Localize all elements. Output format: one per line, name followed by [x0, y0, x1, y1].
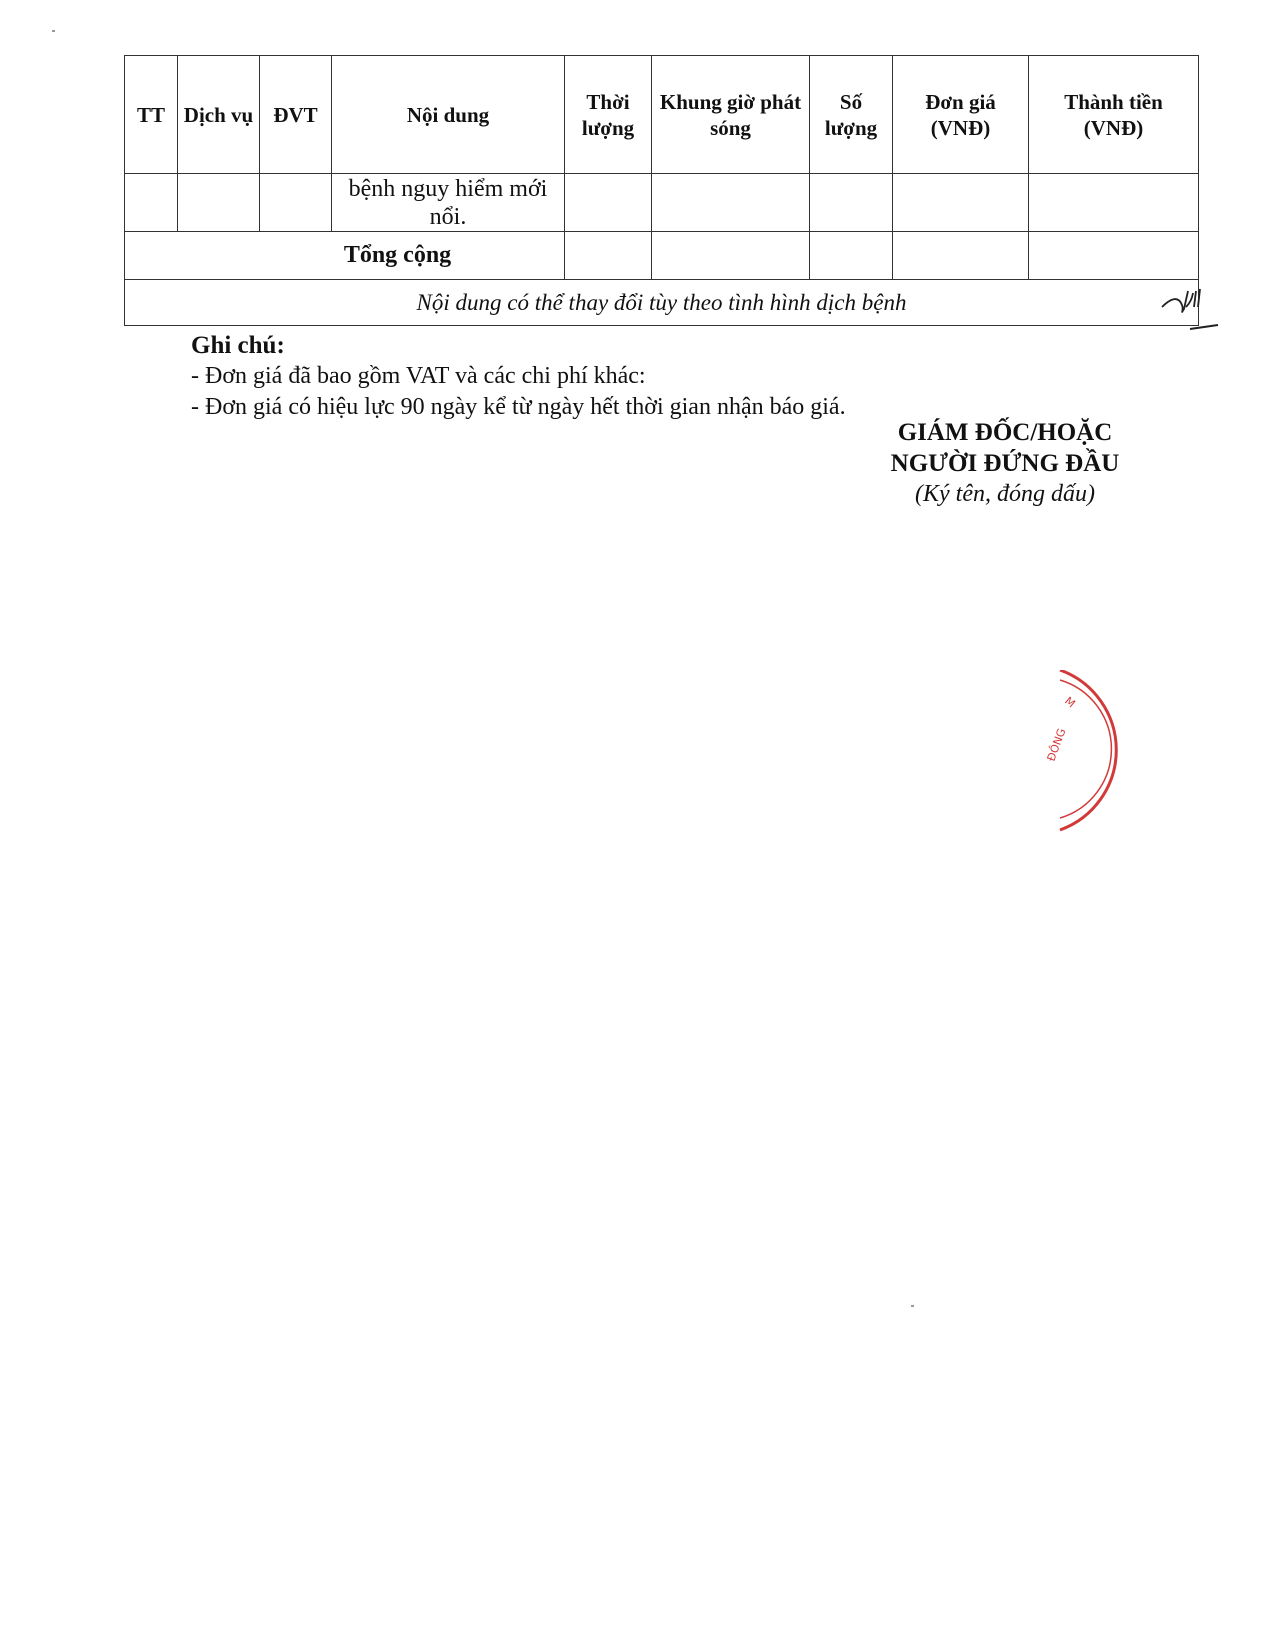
cell-unit	[260, 174, 332, 232]
cell-quantity	[810, 174, 893, 232]
header-quantity: Số lượng	[810, 56, 893, 174]
total-cell-quantity	[810, 232, 893, 280]
cell-unit-price	[893, 174, 1029, 232]
total-cell-timeslot	[652, 232, 810, 280]
scan-speck	[52, 30, 55, 32]
total-cell-amount	[1029, 232, 1199, 280]
table-header-row	[125, 56, 1199, 174]
note-item: - Đơn giá có hiệu lực 90 ngày kể từ ngày hết thời gian nhận báo giá.	[191, 394, 846, 420]
quotation-table	[124, 55, 1199, 326]
scan-speck	[911, 1305, 914, 1307]
total-cell-unit-price	[893, 232, 1029, 280]
signature-hint: (Ký tên, đóng dấu)	[915, 481, 1095, 507]
cell-amount	[1029, 174, 1199, 232]
cell-service	[178, 174, 260, 232]
total-cell-duration	[565, 232, 652, 280]
table-row	[125, 174, 1199, 232]
total-row	[125, 232, 1199, 280]
header-timeslot: Khung giờ phát sóng	[652, 56, 810, 174]
note-item: - Đơn giá đã bao gồm VAT và các chi phí khác:	[191, 363, 646, 389]
notes-title: Ghi chú:	[191, 332, 285, 359]
svg-text:M: M	[1062, 694, 1078, 711]
header-unit: ĐVT	[260, 56, 332, 174]
header-duration: Thời lượng	[565, 56, 652, 174]
signature-block	[860, 417, 1150, 510]
total-label: Tổng cộng	[125, 232, 565, 280]
svg-text:ĐÔNG: ĐÔNG	[1044, 726, 1069, 764]
initials-scribble	[1160, 285, 1220, 335]
signer-role-line2: NGƯỜI ĐỨNG ĐẦU	[890, 450, 1120, 477]
cell-duration	[565, 174, 652, 232]
signer-role-line1: GIÁM ĐỐC/HOẶC	[897, 419, 1113, 446]
cell-content: bệnh nguy hiểm mới nổi.	[332, 174, 565, 232]
header-unit-price: Đơn giá (VNĐ)	[893, 56, 1029, 174]
header-service: Dịch vụ	[178, 56, 260, 174]
header-content: Nội dung	[332, 56, 565, 174]
header-tt: TT	[125, 56, 178, 174]
cell-tt	[125, 174, 178, 232]
table-footer-note: Nội dung có thể thay đổi tùy theo tình hình dịch bệnh	[125, 280, 1199, 326]
header-amount: Thành tiền (VNĐ)	[1029, 56, 1199, 174]
table-footer-note-row	[125, 280, 1199, 326]
cell-timeslot	[652, 174, 810, 232]
red-seal-stamp	[1010, 670, 1170, 840]
notes-section	[191, 330, 846, 423]
